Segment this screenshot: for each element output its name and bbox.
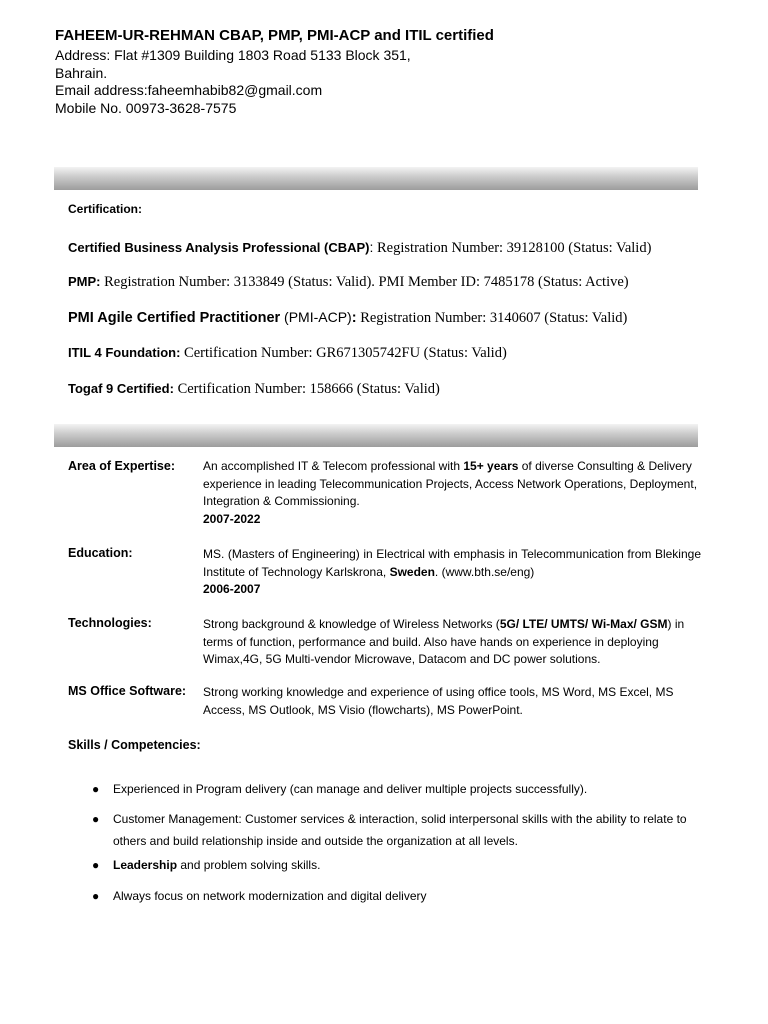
resume-name-heading: FAHEEM-UR-REHMAN CBAP, PMP, PMI-ACP and ITIL certified <box>55 27 494 44</box>
cert-cbap-text: Registration Number: 39128100 (Status: Valid) <box>373 240 652 256</box>
section-divider-bar <box>54 167 698 190</box>
education-text-pre: MS. (Masters of Engineering) in Electrical with emphasis in Telecommunication from Blekinge Institute of Technology Karlskrona, <box>203 547 701 579</box>
cert-acp-colon: : <box>351 310 357 326</box>
expertise-text <box>203 458 701 528</box>
list-item <box>92 808 704 852</box>
technologies-text-pre: Strong background & knowledge of Wireless Networks ( <box>203 617 500 631</box>
cert-togaf <box>68 381 440 398</box>
cert-pmi-acp <box>68 309 627 327</box>
cert-itil <box>68 345 507 362</box>
cert-togaf-text: Certification Number: 158666 (Status: Valid) <box>173 381 440 397</box>
education-text-post: . (www.bth.se/eng) <box>434 564 535 579</box>
address-line-1: Address: Flat #1309 Building 1803 Road 5133 Block 351, <box>55 47 411 63</box>
expertise-text-pre: An accomplished IT & Telecom professional with <box>203 459 464 473</box>
cert-pmp <box>68 274 629 291</box>
skill-leadership-text: and problem solving skills. <box>177 858 321 872</box>
cert-itil-text: Certification Number: GR671305742FU (Status: Valid) <box>180 345 507 361</box>
list-item <box>92 885 704 907</box>
skill-item-text <box>113 854 704 876</box>
address-line-2: Bahrain. <box>55 65 108 81</box>
bullet-icon: ● <box>92 889 100 903</box>
skills-heading: Skills / Competencies: <box>68 738 201 752</box>
cert-acp-abbr: (PMI-ACP) <box>280 309 352 325</box>
skill-leadership: Leadership <box>113 858 178 872</box>
education-country: Sweden <box>389 564 435 579</box>
ms-office-label: MS Office Software: <box>68 684 187 698</box>
technologies-text <box>203 616 701 669</box>
email-line: Email address:faheemhabib82@gmail.com <box>55 82 323 98</box>
cert-cbap-colon: : <box>369 239 374 255</box>
bullet-icon: ● <box>92 812 100 826</box>
skill-item-text: Customer Management: Customer services & interaction, solid interpersonal skills with the ability to relate to others and build relationship inside and outside the organization at all levels. <box>113 812 687 848</box>
technologies-label: Technologies: <box>68 616 152 630</box>
expertise-years-count: 15+ years <box>463 459 519 473</box>
section-divider-bar <box>54 424 698 447</box>
expertise-years-range: 2007-2022 <box>203 511 261 526</box>
list-item <box>92 778 704 800</box>
technologies-text-post: ) in terms of function, performance and build. Also have hands on experience in deploying Wimax,4G, 5G Multi-vendor Microwave, Datacom and DC power solutions. <box>203 617 685 666</box>
expertise-text-post: of diverse Consulting & Delivery experience in leading Telecommunication Projects, Access Network Operations, Deployment, Integration & Commissioning. <box>203 459 698 508</box>
education-years-range: 2006-2007 <box>203 582 261 596</box>
skill-item-text: Experienced in Program delivery (can manage and deliver multiple projects successfully). <box>113 782 588 796</box>
cert-acp-text: Registration Number: 3140607 (Status: Valid) <box>356 310 628 326</box>
bullet-icon: ● <box>92 858 100 872</box>
bullet-icon: ● <box>92 782 100 796</box>
cert-togaf-label: Togaf 9 Certified: <box>68 381 174 396</box>
cert-itil-label: ITIL 4 Foundation: <box>68 345 181 360</box>
technologies-networks: 5G/ LTE/ UMTS/ Wi-Max/ GSM <box>499 617 668 631</box>
certification-heading: Certification: <box>68 202 143 216</box>
cert-cbap <box>68 239 651 257</box>
cert-pmp-text: Registration Number: 3133849 (Status: Valid). PMI Member ID: 7485178 (Status: Active) <box>100 274 629 290</box>
education-label: Education: <box>68 546 133 560</box>
cert-cbap-label: Certified Business Analysis Professional (CBAP) <box>68 240 370 255</box>
cert-pmp-label: PMP: <box>68 274 101 289</box>
skill-item-text: Always focus on network modernization and digital delivery <box>113 889 427 903</box>
education-text <box>203 546 701 599</box>
cert-acp-label: PMI Agile Certified Practitioner <box>68 310 281 326</box>
expertise-label: Area of Expertise: <box>68 459 175 473</box>
list-item <box>92 854 704 876</box>
ms-office-text: Strong working knowledge and experience of using office tools, MS Word, MS Excel, MS Access, MS Outlook, MS Visio (flowcharts), MS PowerPoint. <box>203 685 674 717</box>
mobile-line: Mobile No. 00973-3628-7575 <box>55 100 237 116</box>
